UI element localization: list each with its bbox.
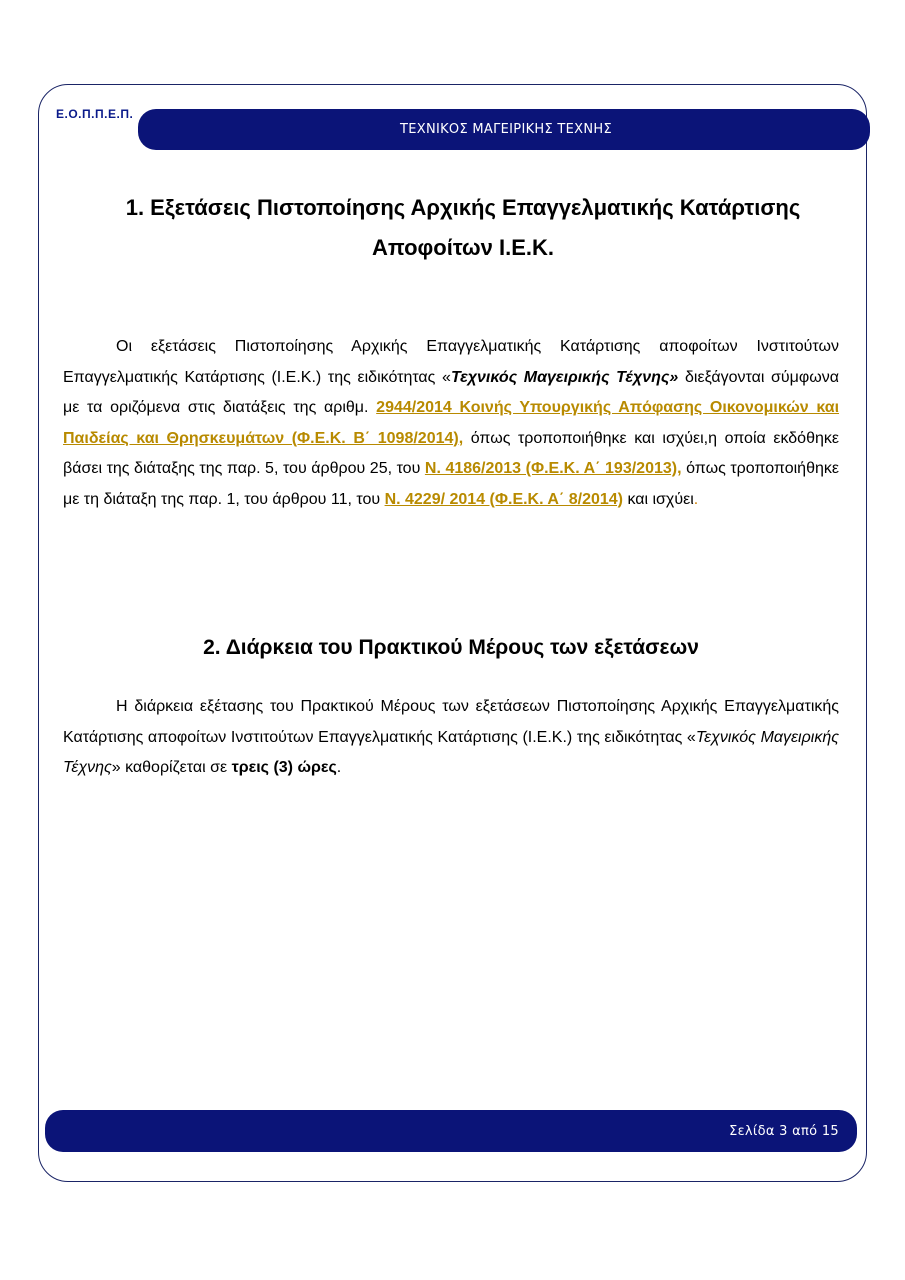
section2-paragraph <box>63 692 839 784</box>
section2-text-b: » καθορίζεται σε <box>111 759 232 776</box>
section1-text-b: διεξάγονται σύμφωνα με τα οριζόμενα στις διατάξεις της αριθμ. <box>63 368 839 416</box>
section1-heading-line1: 1. Εξετάσεις Πιστοποίησης Αρχικής Επαγγελματικής Κατάρτισης <box>125 195 801 220</box>
section1-paragraph <box>63 332 839 515</box>
section2-specialty: Τεχνικός Μαγειρικής Τέχνης <box>63 728 839 776</box>
law-link-4229-2014[interactable]: Ν. 4229/ 2014 (Φ.Ε.Κ. Α΄ 8/2014) <box>384 490 623 508</box>
section1-heading <box>80 188 846 268</box>
section2-duration: τρεις (3) ώρες <box>231 759 337 776</box>
section1-text-a: Οι εξετάσεις Πιστοποίησης Αρχικής Επαγγελματικής Κατάρτισης αποφοίτων Ινστιτούτων Επαγγελματικής Κατάρτισης (Ι.Ε.Κ.) της ειδικότητας « <box>63 338 839 386</box>
organization-label: Ε.Ο.Π.Π.Ε.Π. <box>56 107 134 121</box>
section1-specialty: Τεχνικός Μαγειρικής Τέχνης» <box>450 368 679 386</box>
law-link-4186-2013[interactable]: Ν. 4186/2013 (Φ.Ε.Κ. Α΄ 193/2013), <box>424 460 682 477</box>
section1-heading-line2: Αποφοίτων Ι.Ε.Κ. <box>372 235 554 260</box>
section1-end-period: . <box>693 490 699 508</box>
section1-text-c: όπως τροποποιήθηκε και ισχύει,η οποία εκδόθηκε βάσει της διάταξης της παρ. 5, του άρθρου 25, του <box>63 429 839 477</box>
section2-heading: 2. Διάρκεια του Πρακτικού Μέρους των εξετάσεων <box>203 636 699 659</box>
header-title: ΤΕΧΝΙΚΟΣ ΜΑΓΕΙΡΙΚΗΣ ΤΕΧΝΗΣ <box>399 122 613 137</box>
footer-bar <box>45 1110 857 1152</box>
section2-end-period: . <box>336 759 342 776</box>
page-number: Σελίδα 3 από 15 <box>729 1123 839 1139</box>
section1-text-d: όπως τροποποιήθηκε με τη διάταξη της παρ. 1, του άρθρου 11, του <box>63 460 840 508</box>
header-bar <box>138 109 870 150</box>
section1-text-e: και ισχύει <box>623 490 694 508</box>
section2-text-a: Η διάρκεια εξέτασης του Πρακτικού Μέρους των εξετάσεων Πιστοποίησης Αρχικής Επαγγελματικής Κατάρτισης αποφοίτων Ινστιτούτων Επαγγελματικής Κατάρτισης (Ι.Ε.Κ.) της ειδικότητας « <box>63 698 839 746</box>
law-link-2944-2014[interactable]: 2944/2014 Κοινής Υπουργικής Απόφασης Οικονομικών και Παιδείας και Θρησκευμάτων (Φ.Ε.Κ. Β΄ 1098/2014), <box>63 399 840 447</box>
